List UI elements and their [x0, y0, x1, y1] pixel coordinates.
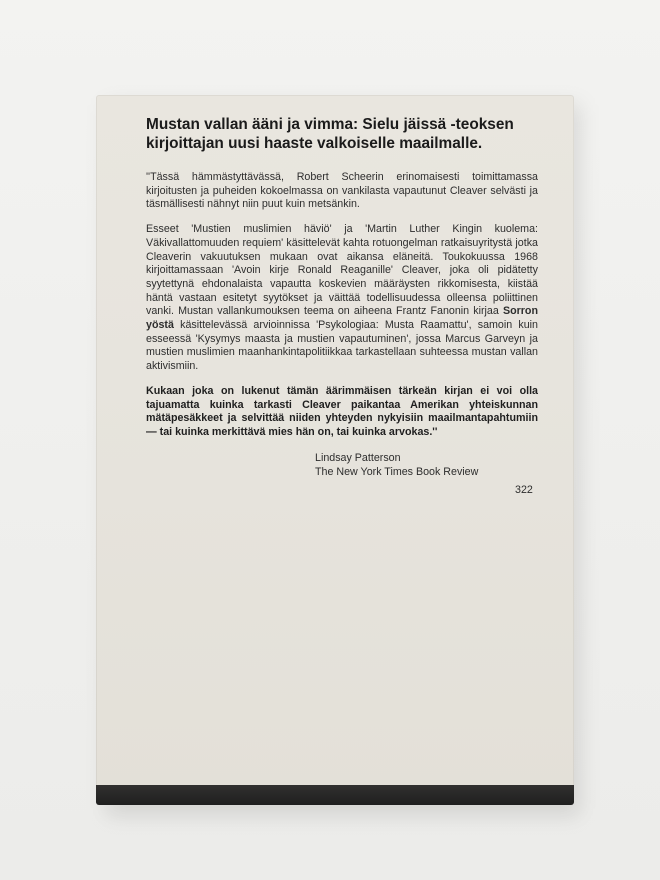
main-paragraph-bold-title: Sorron yöstä	[146, 305, 538, 332]
publication-name: The New York Times Book Review	[315, 465, 479, 478]
intro-paragraph: ''Tässä hämmästyttävässä, Robert Scheerin erinomaisesti toimittamassa kirjoitusten ja puheiden kokoelmassa on vankilasta vapautunut Cleaver selvästi ja täsmällisesti nähnyt niin puut kuin metsänkin.	[146, 171, 538, 211]
cover-headline: Mustan vallan ääni ja vimma: Sielu jäissä -teoksen kirjoittajan uusi haaste valkoiselle maailmalle.	[146, 116, 514, 152]
main-paragraph-part-2: käsittelevässä arvioinnissa 'Psykologiaa: Musta Raamattu', samoin kuin esseessä 'Kysymys maasta ja mustien vapautuminen', jossa Marcus Garveyn ja mustien muslimien maanhankintapolitiikkaa tarkastellaan suhteessa mustan vallan aktivismiin.	[146, 319, 538, 373]
reviewer-name: Lindsay Patterson	[315, 451, 401, 464]
main-paragraph	[146, 223, 538, 374]
book-bottom-edge	[96, 785, 574, 805]
review-quote: Kukaan joka on lukenut tämän äärimmäisen tärkeän kirjan ei voi olla tajuamatta kuinka tarkasti Cleaver paikantaa Amerikan yhteiskunnan mätäpesäkkeet ja selvittää niiden yhteyden nykyisiin maailmantapahtumiin — tai kuinka merkittävä mies hän on, tai kuinka arvokas.''	[146, 384, 538, 438]
review-signature	[315, 451, 538, 479]
cover-text-block	[146, 115, 538, 497]
catalog-number: 322	[515, 483, 533, 496]
main-paragraph-part-1: Esseet 'Mustien muslimien häviö' ja 'Martin Luther Kingin kuolema: Väkivallattomuuden requiem' käsittelevät kahta rotuongelman ratkaisuyritystä jotka Cleaverin vakuutuksen mukaan ovat aikansa eläneitä. Toukokuussa 1968 kirjoittamassaan 'Avoin kirje Ronald Reaganille' Cleaver, joka oli pidätetty syytettynä ehdonalaista vapautta koskevien määräysten rikkomisesta, kiistää häntä vastaan esitetyt syytökset ja väittää todellisuudessa olleensa poliittinen vanki. Mustan vallankumouksen teema on aiheena Frantz Fanonin kirjaa	[146, 223, 538, 318]
